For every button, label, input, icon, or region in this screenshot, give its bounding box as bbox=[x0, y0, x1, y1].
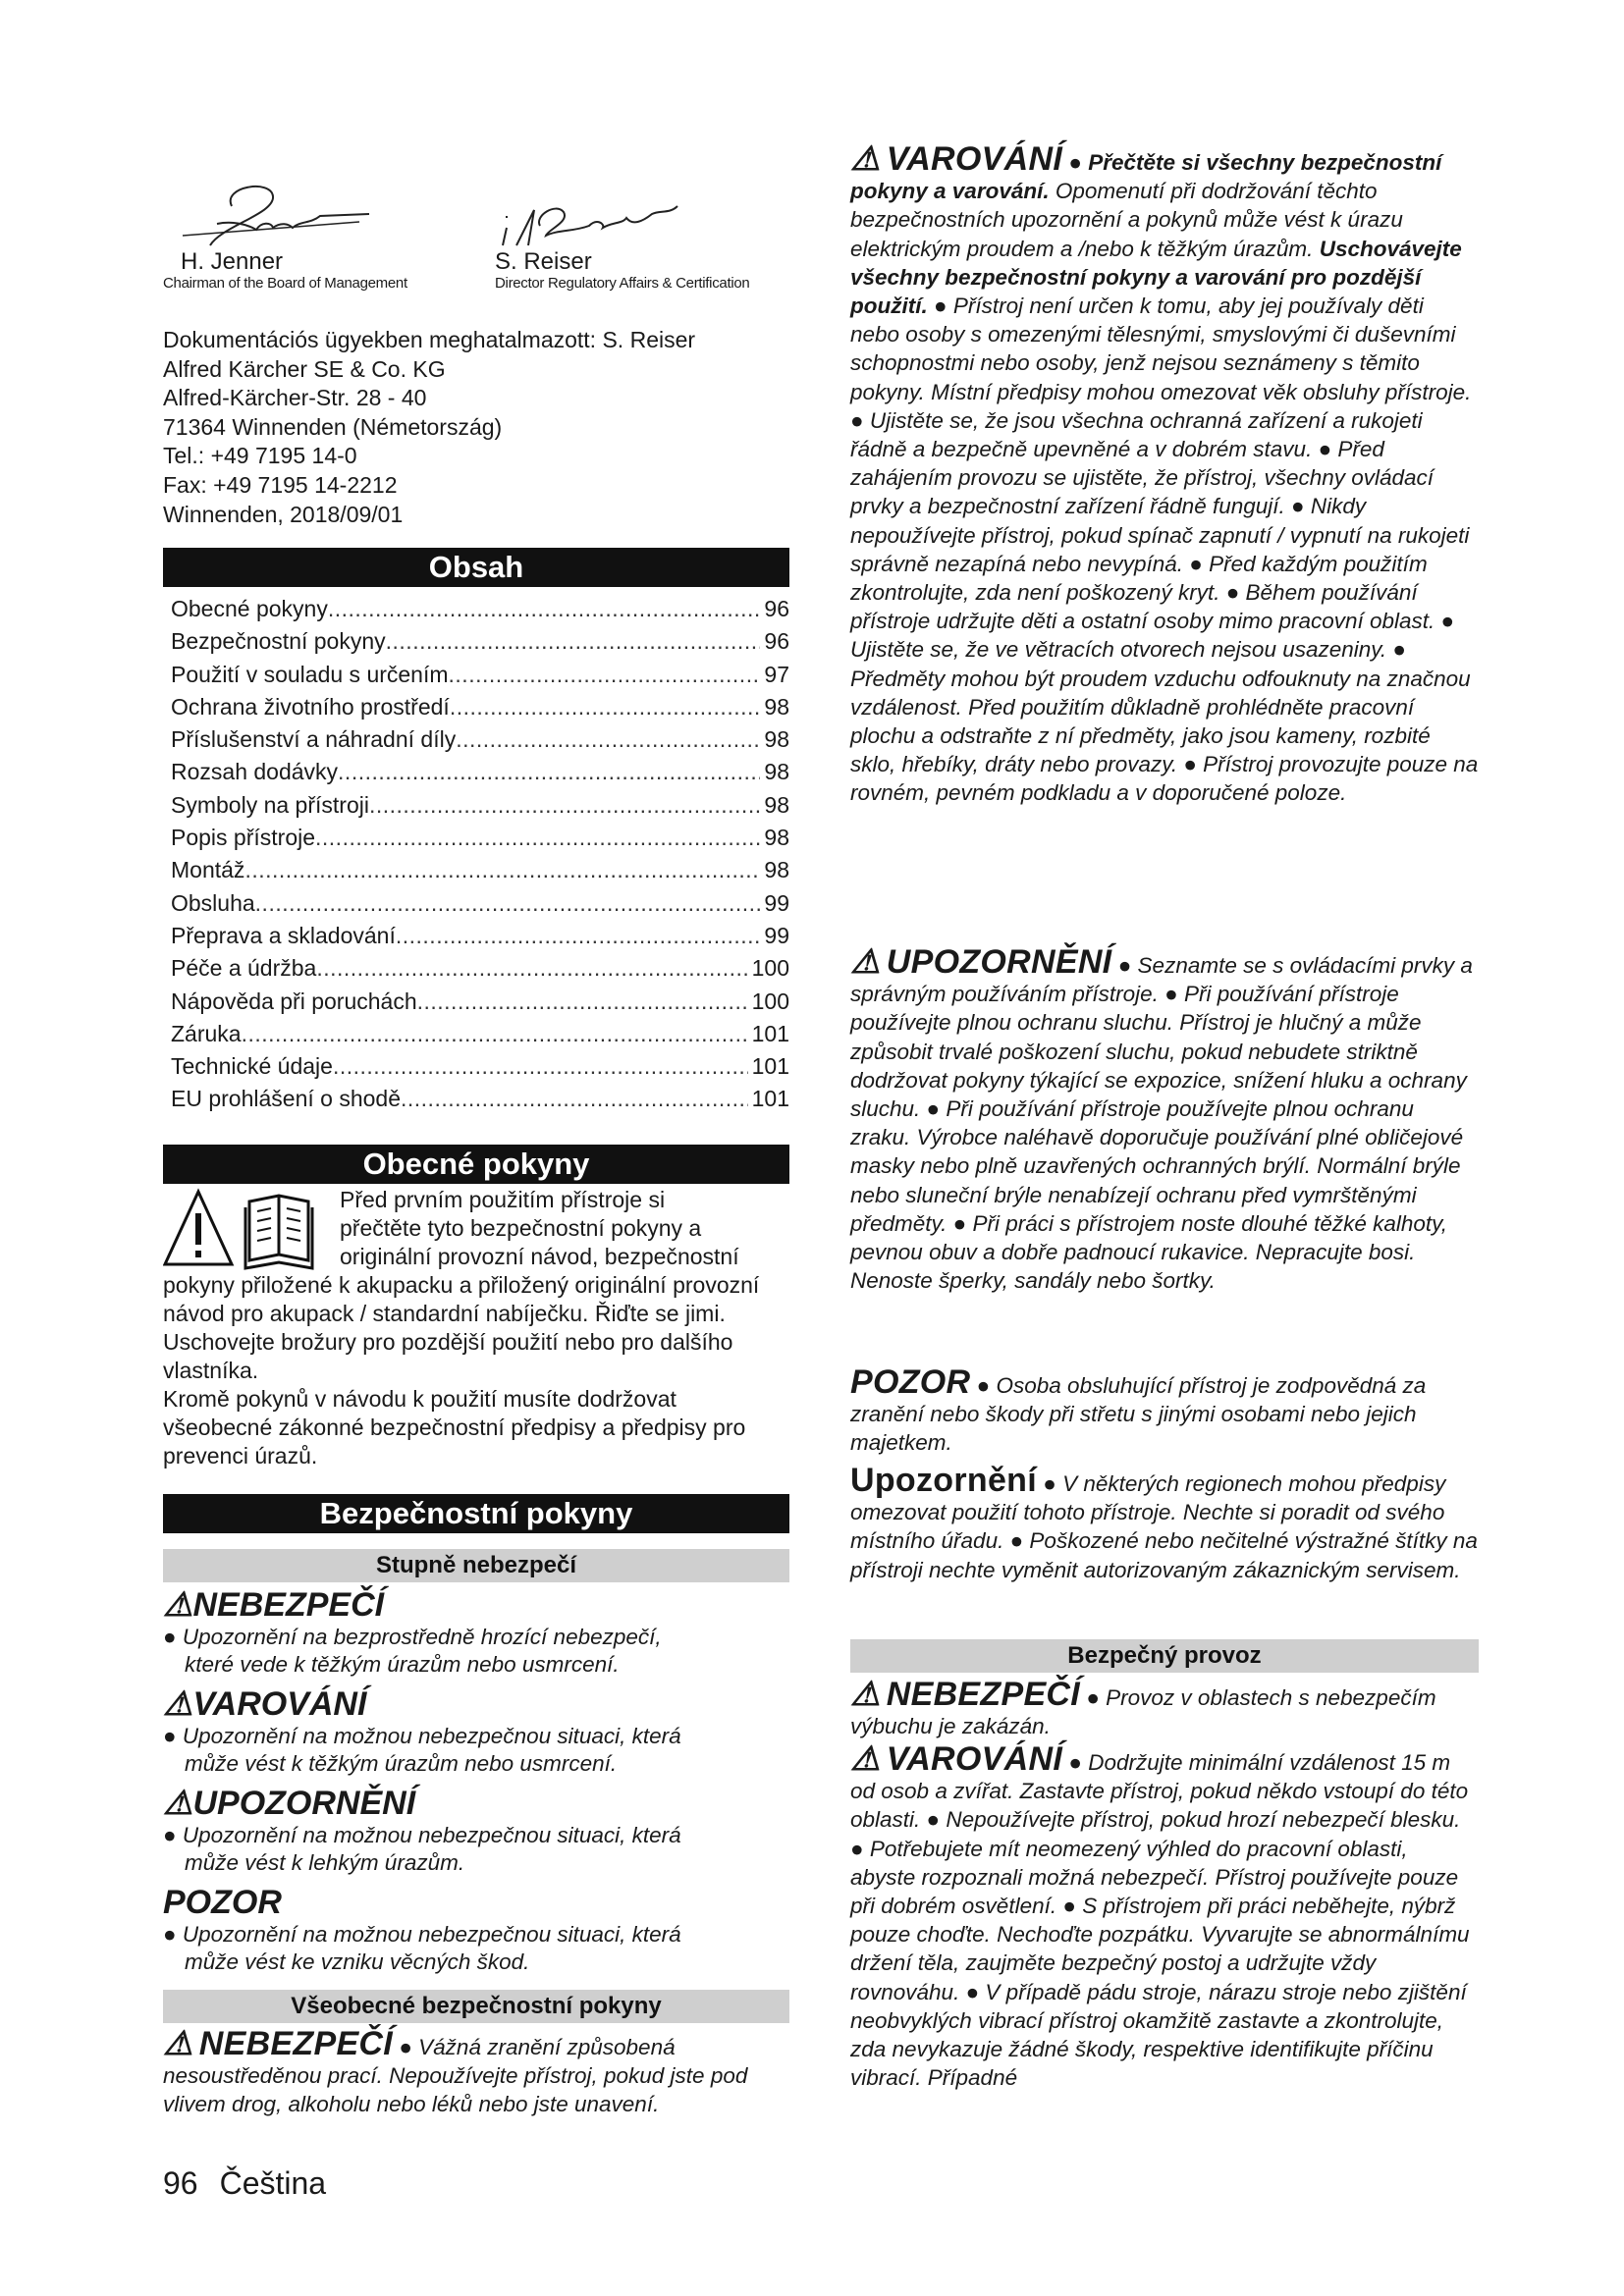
signatory-role: Director Regulatory Affairs & Certification bbox=[495, 275, 750, 292]
general-intro: Před prvním použitím přístroje si přečtěte tyto bezpečnostní pokyny a originální provozní návod, bezpečnostní bbox=[340, 1187, 739, 1269]
toc-heading: Obsah bbox=[163, 548, 789, 587]
address-line: Tel.: +49 7195 14-0 bbox=[163, 443, 357, 469]
signature-reiser-image bbox=[495, 167, 691, 257]
signatory-name: S. Reiser bbox=[495, 248, 592, 275]
address-line: Dokumentációs ügyekben meghatalmazott: S. Reiser bbox=[163, 327, 696, 352]
toc-entry[interactable]: Přeprava a skladování ..... 99 bbox=[171, 920, 789, 952]
signature-jenner-image bbox=[163, 167, 399, 257]
general-notice-icons bbox=[163, 1184, 320, 1274]
notice-block: POZOR ● Osoba obsluhující přístroj je zodpovědná za zranění nebo škody při střetu s jinými osobami nebo jejich majetkem. bbox=[850, 1363, 1427, 1456]
general-body: pokyny přiložené k akupacku a přiložený originální provozní návod pro akupack / standardní nabíječku. Řiďte se jimi. Uschovejte brožury pro pozdější použití nebo pro dalšího vlastníka. Kromě pokynů v návodu k použití musíte dodržovat všeobecné zákonné bezpečnostní předpisy a předpisy pro prevenci úrazů. bbox=[163, 1272, 760, 1468]
address-line: Fax: +49 7195 14-2212 bbox=[163, 471, 398, 498]
address-line: Winnenden, 2018/09/01 bbox=[163, 501, 404, 527]
footer-language: Čeština bbox=[219, 2165, 327, 2201]
warning-triangle-icon: ⚠ bbox=[850, 1676, 881, 1713]
toc-entry[interactable]: Ochrana životního prostředí ..... 98 bbox=[171, 691, 789, 723]
address-line: 71364 Winnenden (Németország) bbox=[163, 413, 503, 440]
signatory-name: H. Jenner bbox=[181, 248, 284, 275]
hazard-level-notice: POZOR ● Upozornění na možnou nebezpečnou situaci, která může vést ke vzniku věcných škod. bbox=[163, 1884, 681, 1974]
warning-triangle-icon: ⚠ bbox=[163, 2025, 193, 2062]
manual-book-icon bbox=[245, 1196, 312, 1268]
section-heading-general: Obecné pokyny bbox=[163, 1145, 789, 1184]
toc-entry[interactable]: Obecné pokyny ..... 96 bbox=[171, 593, 789, 625]
caution-block: ⚠ UPOZORNĚNÍ ● Seznamte se s ovládacími prvky a správným používáním přístroje. ● Při používání přístroje používejte plnou ochranu sluchu. Přístroj je hlučný a může způsobit trvalé poškození sluchu, pokud nebudete striktně dodržovat pokyny týkající se expozice, snížení hluku a ochrany sluchu. ● Při používání přístroje používejte plnou ochranu zraku. Výrobce naléhavě doporučuje používání plné obličejové masky nebo plně uzavřených ochranných brýlí. Normální brýle nebo sluneční brýle nenabízejí ochranu před vymrštěnými předměty. ● Při práci s přístrojem noste dlouhé těžké kalhoty, pevnou obuv a dobře padnoucí rukavice. Nepracujte bosi. Nenoste šperky, sandály nebo šortky. bbox=[850, 943, 1473, 1294]
toc-entry[interactable]: Rozsah dodávky ..... 98 bbox=[171, 756, 789, 788]
signatory-role: Chairman of the Board of Management bbox=[163, 275, 407, 292]
warning-triangle-icon: ⚠ bbox=[850, 943, 881, 981]
signature-block-reiser bbox=[495, 167, 749, 293]
toc-entry[interactable]: Použití v souladu s určením ..... 97 bbox=[171, 659, 789, 691]
toc-entry[interactable]: Nápověda při poruchách ..... 100 bbox=[171, 986, 789, 1018]
toc-entry[interactable]: Příslušenství a náhradní díly ..... 98 bbox=[171, 723, 789, 756]
toc-entry[interactable]: Montáž ..... 98 bbox=[171, 854, 789, 886]
toc-entry[interactable]: Popis přístroje ..... 98 bbox=[171, 822, 789, 854]
toc-entry[interactable]: Technické údaje ..... 101 bbox=[171, 1050, 789, 1083]
hazard-level-danger: ⚠NEBEZPEČÍ ● Upozornění na bezprostředně hrozící nebezpečí, které vede k těžkým úrazům nebo usmrcení. bbox=[163, 1586, 662, 1677]
toc-entry[interactable]: Bezpečnostní pokyny ..... 96 bbox=[171, 625, 789, 658]
note-block: Upozornění ● V některých regionech mohou předpisy omezovat použití tohoto přístroje. Nechte si poradit od svého místního úřadu. ● Poškozené nebo nečitelné výstražné štítky na přístroji nechte vyměnit autorizovaným zákaznickým servisem. bbox=[850, 1462, 1478, 1582]
warning-block-read-all: ⚠ VAROVÁNÍ ● Přečtěte si všechny bezpečnostní pokyny a varování. Opomenutí při dodržování těchto bezpečnostních upozornění a pokynů může vést k úrazu elektrickým proudem a /nebo k těžkým úrazům. Uschovávejte všechny bezpečnostní pokyny a varování pro pozdější použití. ● Přístroj není určen k tomu, aby jej používaly děti nebo osoby s omezenými tělesnými, smyslovými či duševními schopnostmi nebo osoby, jenž nejsou seznámeny s těmito pokyny. Místní předpisy mohou omezovat věk obsluhy přístroje. ● Ujistěte se, že jsou všechna ochranná zařízení a rukojeti řádně a bezpečně upevněné a v dobrém stavu. ● Před zahájením provozu se ujistěte, že přístroj, všechny ovládací prvky a bezpečnostní zařízení řádně fungují. ● Nikdy nepoužívejte přístroj, pokud spínač zapnutí / vypnutí na rukojeti správně nezapíná nebo nevypíná. ● Před každým použitím zkontrolujte, zda není poškozený kryt. ● Během používání přístroje udržujte děti a ostatní osoby mimo pracovní oblast. ● Ujistěte se, že ve větracích otvorech nejsou usazeniny. ● Předměty mohou být proudem vzduchu odfouknuty na značnou vzdálenost. Před použitím důkladně prohlédněte pracovní plochu a odstraňte z ní předměty, jako jsou kameny, rozbité sklo, hřebíky, dráty nebo provazy. ● Přístroj provozujte pouze na rovném, pevném podkladu a v doporučené poloze. bbox=[850, 140, 1479, 806]
warning-triangle-icon: ⚠ bbox=[163, 1685, 193, 1723]
safe-danger-block: ⚠ NEBEZPEČÍ ● Provoz v oblastech s nebezpečím výbuchu je zakázán. bbox=[850, 1676, 1436, 1739]
toc-entry[interactable]: Obsluha ..... 99 bbox=[171, 887, 789, 920]
toc-entry[interactable]: Symboly na přístroji ..... 98 bbox=[171, 789, 789, 822]
address-line: Alfred-Kärcher-Str. 28 - 40 bbox=[163, 385, 427, 411]
toc-entry[interactable]: EU prohlášení o shodě ..... 101 bbox=[171, 1083, 789, 1115]
toc-entry[interactable]: Záruka ..... 101 bbox=[171, 1018, 789, 1050]
address-block bbox=[163, 326, 789, 529]
subheading-safe-operation: Bezpečný provoz bbox=[850, 1639, 1479, 1673]
subheading-general-safety: Všeobecné bezpečnostní pokyny bbox=[163, 1990, 789, 2023]
warning-triangle-icon: ⚠ bbox=[163, 1586, 193, 1624]
toc-entry[interactable]: Péče a údržba ..... 100 bbox=[171, 952, 789, 985]
warning-triangle-icon: ⚠ bbox=[163, 1785, 193, 1822]
warning-triangle-icon bbox=[165, 1192, 232, 1264]
address-line: Alfred Kärcher SE & Co. KG bbox=[163, 355, 446, 382]
section-heading-safety: Bezpečnostní pokyny bbox=[163, 1494, 789, 1533]
signature-block-jenner bbox=[163, 167, 407, 293]
warning-triangle-icon: ⚠ bbox=[850, 1740, 881, 1778]
table-of-contents bbox=[171, 593, 789, 1116]
hazard-level-caution: ⚠UPOZORNĚNÍ ● Upozornění na možnou nebezpečnou situaci, která může vést k lehkým úrazům. bbox=[163, 1785, 681, 1875]
warning-triangle-icon: ⚠ bbox=[850, 140, 881, 178]
page-footer bbox=[163, 2163, 326, 2203]
subheading-hazard-levels: Stupně nebezpečí bbox=[163, 1549, 789, 1582]
general-danger-block: ⚠ NEBEZPEČÍ ● Vážná zranění způsobená nesoustředěnou prací. Nepoužívejte přístroj, pokud jste pod vlivem drog, alkoholu nebo léků nebo jste unavení. bbox=[163, 2025, 748, 2116]
hazard-level-warning: ⚠VAROVÁNÍ ● Upozornění na možnou nebezpečnou situaci, která může vést k těžkým úrazům nebo usmrcení. bbox=[163, 1685, 681, 1776]
safe-warning-block: ⚠ VAROVÁNÍ ● Dodržujte minimální vzdálenost 15 m od osob a zvířat. Zastavte přístroj, pokud někdo vstoupí do této oblasti. ● Nepoužívejte přístroj, pokud hrozí nebezpečí blesku. ● Potřebujete mít neomezený výhled do pracovní oblasti, abyste rozpoznali možná nebezpečí. Přístroj používejte pouze při dobrém osvětlení. ● S přístrojem při práci neběhejte, nýbrž pouze choďte. Nechoďte pozpátku. Vyvarujte se abnormálnímu držení těla, zaujměte bezpečný postoj a udržujte vždy rovnováhu. ● V případě pádu stroje, nárazu stroje nebo zjištění neobvyklých vibrací přístroj okamžitě zastavte a zkontrolujte, zda nevykazuje žádné škody, respektive identifikujte příčinu vibrací. Případné bbox=[850, 1740, 1470, 2091]
page-number: 96 bbox=[163, 2165, 198, 2201]
